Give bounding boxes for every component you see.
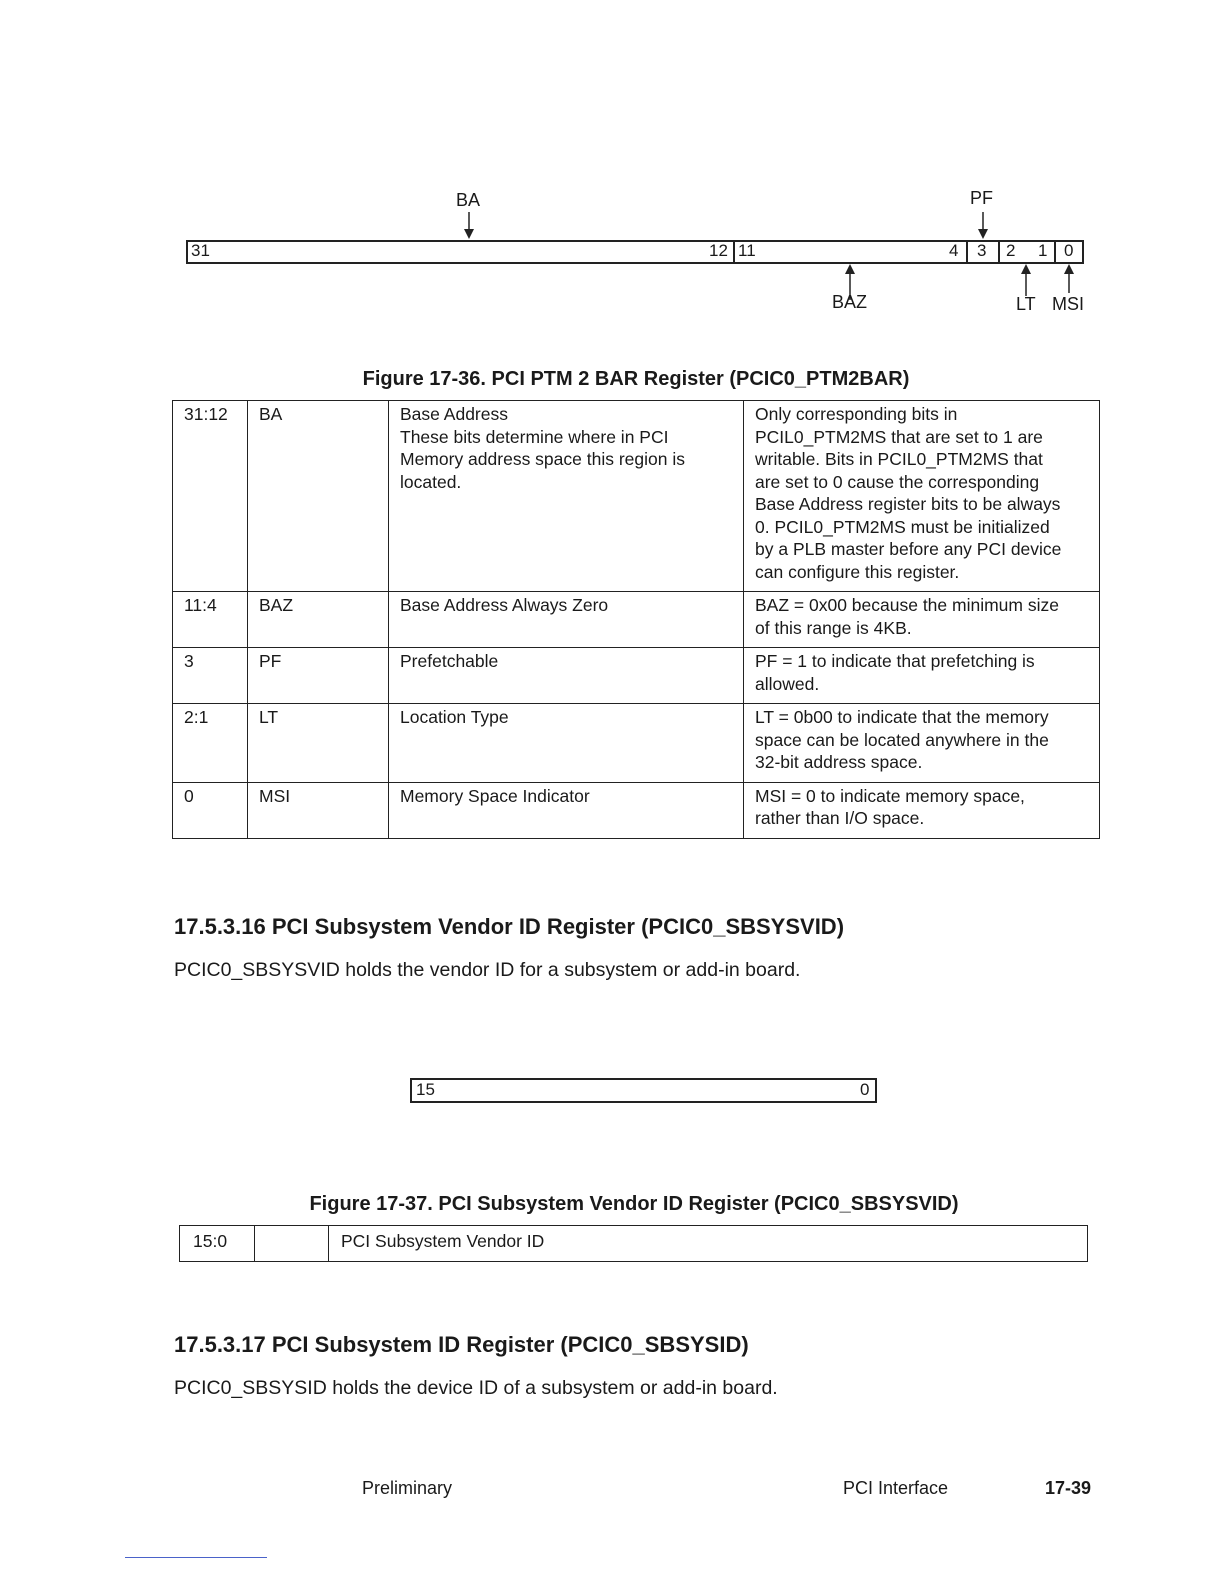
cell-field: BA <box>248 401 389 592</box>
footer-page-number: 17-39 <box>1045 1478 1092 1498</box>
cell-description <box>389 782 744 838</box>
cell-notes <box>744 592 1100 648</box>
cell-notes <box>744 648 1100 704</box>
field-divider <box>733 240 735 264</box>
cell-field: BAZ <box>248 592 389 648</box>
cell-field: PF <box>248 648 389 704</box>
notes-line: PCIL0_PTM2MS that are set to 1 are <box>755 426 1043 447</box>
cell-notes <box>744 401 1100 592</box>
field-label-baz: BAZ <box>832 292 868 312</box>
cell-field: MSI <box>248 782 389 838</box>
field-label-ba: BA <box>456 190 481 210</box>
field-label-pf: PF <box>970 188 994 208</box>
cell-description <box>389 401 744 592</box>
notes-line: space can be located anywhere in the <box>755 729 1049 750</box>
description-line: Memory address space this region is <box>400 449 685 469</box>
notes-line: are set to 0 cause the corresponding <box>755 471 1040 492</box>
description-line: These bits determine where in PCI <box>400 426 669 447</box>
cell-bits: 15:0 <box>180 1226 255 1262</box>
description-line: located. <box>400 471 462 492</box>
cell-notes <box>744 704 1100 783</box>
table-row <box>173 704 1100 783</box>
bit-number-2: 2 <box>1006 241 1016 260</box>
notes-line: Base Address register bits to be always <box>755 494 1061 514</box>
description-line: Location Type <box>400 707 509 727</box>
bit-number-4: 4 <box>949 241 959 260</box>
notes-line: by a PLB master before any PCI device <box>755 539 1062 559</box>
cell-field <box>255 1226 329 1262</box>
bit-number-11: 11 <box>738 241 756 260</box>
cell-bits: 2:1 <box>173 704 248 783</box>
table-row <box>173 648 1100 704</box>
bit-number-0: 0 <box>860 1080 870 1099</box>
cell-bits: 11:4 <box>173 592 248 648</box>
notes-line: rather than I/O space. <box>755 808 925 828</box>
table-row <box>173 401 1100 592</box>
notes-line: allowed. <box>755 673 820 694</box>
cell-description <box>389 704 744 783</box>
footer-chapter: PCI Interface <box>843 1478 949 1498</box>
field-label-lt: LT <box>1016 294 1036 314</box>
register-field-table-sbsysvid <box>179 1225 1088 1262</box>
table-row <box>173 592 1100 648</box>
bit-number-3: 3 <box>977 241 987 260</box>
footer-rule <box>125 1557 267 1558</box>
arrow-down-icon <box>978 212 988 239</box>
notes-line: can configure this register. <box>755 561 960 582</box>
bit-number-31: 31 <box>191 241 210 260</box>
bit-number-0: 0 <box>1064 241 1074 260</box>
cell-field: LT <box>248 704 389 783</box>
arrow-down-icon <box>464 212 474 239</box>
notes-line: MSI = 0 to indicate memory space, <box>755 785 1025 806</box>
arrow-up-icon <box>1064 264 1074 293</box>
bit-number-12: 12 <box>709 241 728 260</box>
footer-status: Preliminary <box>362 1478 453 1498</box>
register-field-table-ptm2bar <box>172 400 1100 839</box>
section-body-17-5-3-16: PCIC0_SBSYSVID holds the vendor ID for a subsystem or add-in board. <box>174 959 801 981</box>
table-row <box>180 1226 1088 1262</box>
notes-line: LT = 0b00 to indicate that the memory <box>755 707 1049 727</box>
notes-line: of this range is 4KB. <box>755 617 912 638</box>
notes-line: PF = 1 to indicate that prefetching is <box>755 651 1035 671</box>
register-box-16bit <box>410 1078 877 1103</box>
arrow-up-icon <box>1021 264 1031 296</box>
notes-line: 32-bit address space. <box>755 752 923 772</box>
bit-number-1: 1 <box>1038 241 1048 260</box>
field-divider <box>998 240 1000 264</box>
section-body-17-5-3-17: PCIC0_SBSYSID holds the device ID of a subsystem or add-in board. <box>174 1377 778 1399</box>
cell-bits: 3 <box>173 648 248 704</box>
notes-line: 0. PCIL0_PTM2MS must be initialized <box>755 516 1050 537</box>
notes-line: BAZ = 0x00 because the minimum size <box>755 595 1059 615</box>
notes-line: writable. Bits in PCIL0_PTM2MS that <box>755 449 1043 469</box>
cell-description <box>389 592 744 648</box>
section-heading-17-5-3-17: 17.5.3.17 PCI Subsystem ID Register (PCIC0_SBSYSID) <box>174 1332 749 1357</box>
cell-bits: 31:12 <box>173 401 248 592</box>
description-line: Base Address <box>400 404 508 424</box>
cell-description <box>389 648 744 704</box>
description-line: Memory Space Indicator <box>400 785 590 806</box>
field-divider <box>966 240 968 264</box>
table-row <box>173 782 1100 838</box>
section-heading-17-5-3-16: 17.5.3.16 PCI Subsystem Vendor ID Register (PCIC0_SBSYSVID) <box>174 914 845 939</box>
notes-line: Only corresponding bits in <box>755 404 958 424</box>
description-line: Base Address Always Zero <box>400 595 609 615</box>
description-line: Prefetchable <box>400 651 499 671</box>
bit-number-15: 15 <box>416 1080 435 1099</box>
register-diagram-arrows <box>0 0 1224 330</box>
figure-caption-17-36: Figure 17-36. PCI PTM 2 BAR Register (PCIC0_PTM2BAR) <box>362 368 910 390</box>
cell-description: PCI Subsystem Vendor ID <box>329 1226 1088 1262</box>
cell-notes <box>744 782 1100 838</box>
field-divider <box>1054 240 1056 264</box>
figure-caption-17-37: Figure 17-37. PCI Subsystem Vendor ID Register (PCIC0_SBSYSVID) <box>309 1193 959 1215</box>
field-label-msi: MSI <box>1052 294 1085 314</box>
cell-bits: 0 <box>173 782 248 838</box>
